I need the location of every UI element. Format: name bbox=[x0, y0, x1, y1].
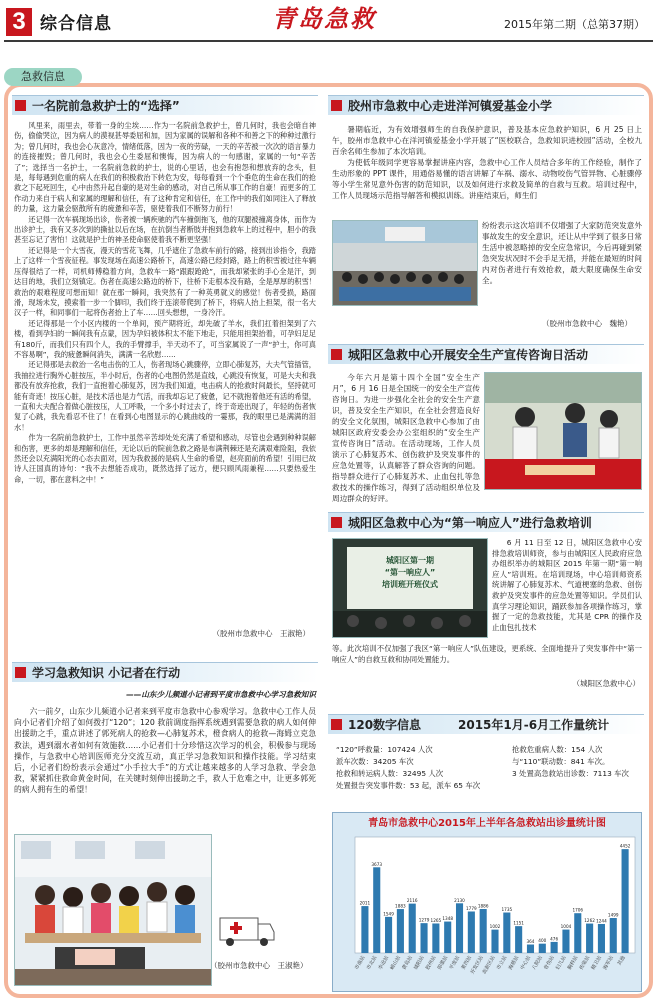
chart-category-label: 海军站 bbox=[602, 955, 615, 972]
chart-bar bbox=[468, 911, 475, 953]
chart-data-label: 1883 bbox=[395, 903, 406, 909]
chart-bar bbox=[539, 944, 546, 953]
chart-category-label: 传染站 bbox=[578, 955, 592, 972]
chart-data-label: 1244 bbox=[596, 918, 607, 924]
section-tag: 急救信息 bbox=[4, 68, 82, 86]
chart-category-label: 中心站 bbox=[519, 955, 533, 972]
chart-data-label: 476 bbox=[550, 936, 559, 942]
stats-right-list bbox=[512, 744, 644, 780]
chart-category-label: 精卫站 bbox=[590, 955, 604, 972]
chart-data-label: 1549 bbox=[383, 911, 394, 917]
nurse-article-title: 一名院前急救护士的“选择” bbox=[32, 99, 180, 113]
chart-category-label: 崂山站 bbox=[389, 955, 403, 972]
chart-data-label: 1279 bbox=[418, 917, 430, 923]
heading-square-icon bbox=[331, 100, 342, 111]
safety-article-heading bbox=[328, 344, 644, 364]
chart-title: 青岛市急救中心2015年上半年各急救站出诊量统计图 bbox=[368, 818, 606, 829]
responder-article-body bbox=[492, 538, 642, 642]
nurse-article-heading bbox=[12, 95, 318, 115]
responder-article-heading bbox=[328, 512, 644, 532]
chart-bar bbox=[432, 923, 439, 953]
chart-data-label: 1265 bbox=[430, 917, 442, 923]
responder-article-signature: （城阳区急救中心） bbox=[572, 679, 640, 688]
school-article-body bbox=[332, 124, 642, 218]
stat-line: 派车次数：34205 车次 bbox=[336, 757, 414, 766]
paragraph: 纷纷表示这次培训不仅增强了大家防范突发意外事故发生的安全意识，还让从中学到了很多日常生活中被忽略掉的安全应急常识，今后再碰到紧急突发状况时不会手足无措，并能在最短的时间内对伤者进行有效抢救，最大限度确保生命安全。 bbox=[482, 221, 642, 285]
chart-bar bbox=[503, 913, 510, 953]
kids-classroom-photo bbox=[14, 834, 212, 986]
chart-category-label: 李沧站 bbox=[377, 955, 391, 972]
chart-bar bbox=[491, 930, 498, 953]
chart-bar bbox=[456, 903, 463, 953]
screen-line: “第一响应人” bbox=[384, 568, 436, 577]
chart-data-label: 1348 bbox=[442, 916, 454, 922]
heading-square-icon bbox=[331, 719, 342, 730]
chart-category-label: 开发区站 bbox=[469, 955, 485, 976]
school-article-heading bbox=[328, 95, 644, 115]
stats-title-left: 120数字信息 bbox=[348, 718, 422, 732]
chart-bar bbox=[444, 922, 451, 953]
school-article-title: 胶州市急救中心走进洋河镇爱基金小学 bbox=[348, 99, 553, 113]
projection-screen-text bbox=[351, 555, 469, 591]
chart-data-label: 1262 bbox=[584, 918, 595, 924]
chart-bar bbox=[622, 849, 629, 953]
chart-category-label: 妇儿站 bbox=[554, 955, 568, 972]
safety-photo-image bbox=[485, 373, 641, 489]
chart-data-label: 1706 bbox=[572, 907, 584, 913]
school-photo-image bbox=[333, 221, 477, 305]
chart-category-label: 平度站 bbox=[448, 955, 462, 972]
chart-plot bbox=[333, 833, 641, 991]
paragraph: 6 月 11 日至 12 日，城阳区急救中心安排急救培训师资，参与由城阳区人民政府应急办组织举办的城阳区 2015 年第一期“第一响应人”培训班。在培训现场，中心培训师资系统讲解了心肺复苏术、气道梗塞的急救、创伤救护及突发事件的应急处置等知识。学员们认真学习理论知识，踊跃参加各项操作练习，掌握了一定的急救技能，尤其是 CPR 的操作及止血包扎技术 bbox=[492, 538, 642, 632]
chart-category-label: 市北站 bbox=[365, 955, 379, 972]
chart-data-label: 2011 bbox=[359, 900, 371, 906]
page-number: 3 bbox=[6, 8, 32, 36]
chart-data-label: 1735 bbox=[501, 907, 513, 913]
chart-bar bbox=[385, 917, 392, 953]
ambulance-illustration bbox=[216, 910, 276, 950]
stat-line: 抢救危重病人数：154 人次 bbox=[512, 745, 603, 754]
chart-data-label: 1779 bbox=[466, 905, 477, 911]
chart-data-label: 2116 bbox=[406, 898, 418, 904]
paragraph: 六一前夕，山东少儿频道小记者来到平度市急救中心参观学习。急救中心工作人员向小记者们介绍了如何拨打“120”；120 救前调度指挥系统遇到需要急救的病人如何伸出援助之手，重点讲述了郭死病人的抢救—心肺复苏术，橙食病人的抢救—海姆立克急救法，遇到溺水者如何有效施救……小记者们十分珍惜这次学习的机会，积极参与现场操作，与急救中心培训医师充分交流互动，真正学习急救知识和操作技能。学习结束后，小记者们纷纷表示会通过“小手拉大手”的方式让越来越多的人学习急救、学会急救，紧紧抓住救命黄金时间，在关键时刻伸出援助之手，救人于危难之中，让更多郭死的病人拥有生的希望！ bbox=[14, 707, 316, 795]
station-call-chart bbox=[332, 812, 642, 992]
paragraph: 作为一名院前急救护士，工作中虽然辛苦却处处充满了希望和感动，尽管也会遇到种种误解和伤害，更多的却是理解和信任，无论以后的院前急救之路是布满荆棘还是充满艰难险阻，我依然还会以充满阳光的心态去面对，因为我救援的是病人生命的希望，赵亮面前的希望！引用已故诗人汪国真的诗句：“我不去想能否成功，既然选择了远方，便只顾风雨兼程……只要热爱生命，一切，都在意料之中！” bbox=[14, 433, 316, 484]
kids-article-heading bbox=[12, 662, 318, 682]
paragraph: 还记得是一个大雪夜，漫天的雪花飞舞，几乎遮住了急救车前行的路，接到出诊指令，我踏上了这样一个雪夜征程。事发现场在高速公路桥下，高速公路已经封路，路上的积雪被过往车辆压得很结了一样，司机师傅稳着方向，急救车一路“跟跟跄跄”，而我却紧张的手心全是汗，到达目的地，我们立刻镇定。伤者在高速公路边的桥下，往桥下走根本没有路，全是厚厚的积雪！救治的艰难程度可想而知！就在那一瞬间，我突然有了一种英勇就义的感觉！伤者受损，路面滑，现场未发，摸索着一步一个脚印，我们终于连滚带爬到了桥下，将病人抬上担架，很一名大汉子一样，和同事们一起将伤者抬上了车……回头想想，一身冷汗。 bbox=[14, 245, 316, 318]
newspaper-logo: 青岛急救 bbox=[272, 4, 376, 33]
chart-category-label: 八院站 bbox=[531, 955, 545, 972]
screen-line: 培训班开班仪式 bbox=[382, 580, 438, 589]
stats-title-right: 2015年1月-6月工作量统计 bbox=[458, 718, 610, 732]
paragraph: 今年六月是第十四个全国“安全生产月”，6 月 16 日是全国统一的安全生产宣传咨询日。为进一步强化全社会的安全生产意识，普及安全生产知识，在全社会营造良好的安全文化氛围，城阳区急救中心参加了由城阳区政府安委会办公室组织的“安全生产宣传咨询日”活动。在活动现场，工作人员演示了心肺复苏术、创伤救护及突发事件的应急处置等，认真解答了群众咨询的问题。指导群众进行了心肺复苏术、止血包扎等急救技术的操作练习，得到了活动组织单位及周边群众的好评。 bbox=[332, 373, 480, 503]
chart-data-label: 1886 bbox=[477, 903, 489, 909]
chart-bar bbox=[397, 909, 404, 953]
kids-article-signature: （胶州市急救中心 王淑艳） bbox=[210, 961, 308, 970]
safety-event-photo bbox=[484, 372, 642, 490]
chart-category-label: 市南站 bbox=[353, 955, 367, 972]
chart-bar bbox=[409, 904, 416, 953]
responder-training-photo bbox=[332, 538, 488, 638]
paragraph: 还记得那是一个小区内楼的一个单间，预产期将近，却先破了羊水，我们扛着担架到了六楼，看到孕妇的一瞬间我有点蒙，因为孕妇被体积太不能下地走，只能用担架抬着，可孕妇足足有180斤，而我们只有四个人，我的手臂撑手，半天动不了，可当家属说了一声“护士，你可真不容易啊”，我的疲惫瞬间消失，满满一名欣慰…… bbox=[14, 318, 316, 359]
screen-line: 城阳区第一期 bbox=[386, 556, 434, 565]
chart-data-label: 2130 bbox=[454, 897, 465, 903]
chart-category-label: 即墨站 bbox=[436, 955, 450, 972]
heading-square-icon bbox=[331, 517, 342, 528]
chart-bar bbox=[361, 906, 368, 953]
stat-line: “120”呼救量：107424 人次 bbox=[336, 745, 433, 754]
school-article-signature: （胶州市急救中心 魏艳） bbox=[542, 319, 632, 328]
chart-bar bbox=[586, 924, 593, 953]
chart-bar bbox=[551, 942, 558, 953]
paragraph: 还记得那是去救治一名电击伤的工人，伤者现场心跳骤停，立即心肺复苏，大夫气管插管，我抽拉进行胸外心脏按压，半小时后，伤者的心电图仍然是直线，心跳没有恢复，可是大夫和我都没有放弃抢救，我们一直抱着心肺复苏，因为我们知道，电击病人的抢救时间最长，坚持就可能有奇迹！按压心脏，是技术活也是力气活，而我却忘记了疲惫，记不就抱着他还有活的希望，一直和大夫配合着做心脏按压，人工呼吸，一个多小时过去了，终于奇迹出现了，年轻的伤者恢复了心跳，我先看忍不住了！在看到心电图显示的心跳曲线的一霎那，我的眼里已是满满的泪水！ bbox=[14, 360, 316, 432]
section-title: 综合信息 bbox=[40, 14, 112, 34]
paragraph: 风里来，雨里去，带着一身的尘埃……作为一名院前急救护士，曾几何时，我也会暗自神伤，偷偷哭泣，因为病人的漠视甚辱委屈和加，因为家属的误解和各种不和善之下的种种过激行为；曾几何时，我也会心灰意冷，情绪低落，因为一夜的劳碌，一天的辛苦被一次次的语言暴力的连接摧毁；曾几何时，我也会心生委屈和懊悔，因为病人的一句感谢，家属的一句“辛苦了”；选择当一名护士，一名院前急救的护士，说的心里话，也会有抱怨和想放弃的念头，但是，每每遇到危重的病人在我们的积极救治下转危为安，每每看到一个个垂危的生命在我们的抢救之下起死回生，心中由然升起自豪的是对生命的感动，对自己所从事工作的自豪！而更多的工作动力来自于病人和家属的理解和信任，有了这种肯定和信任，在工作中的我们如同注入了释放的力量，这力量会驱散所有的疲惫和辛苦，驱使着我们不断努力前行！ bbox=[14, 121, 316, 214]
ambulance-icon bbox=[216, 910, 276, 950]
nurse-article-body bbox=[14, 121, 316, 625]
paragraph: 暑期临近，为有效增强师生的自我保护意识，普及基本应急救护知识，6 月 25 日上午，胶州市急救中心在洋河镇爱基金小学开展了“医校联合，急救知识进校园”活动，全校九百余名师生参加了本次培训。 bbox=[332, 125, 642, 156]
chart-bar bbox=[610, 918, 617, 953]
school-article-body-continued bbox=[482, 220, 642, 308]
kids-article-title: 学习急救知识 小记者在行动 bbox=[32, 666, 181, 680]
stat-line: 处置报告突发事件数：53 起，派车 65 车次 bbox=[336, 781, 481, 790]
chart-bar bbox=[515, 926, 522, 953]
chart-bar bbox=[562, 930, 569, 953]
chart-bar bbox=[527, 945, 534, 953]
kids-article-body bbox=[14, 706, 316, 828]
safety-article-title: 城阳区急救中心开展安全生产宣传咨询日活动 bbox=[348, 348, 589, 362]
responder-article-body-continued bbox=[332, 644, 642, 666]
chart-category-label: 其他 bbox=[616, 955, 627, 967]
chart-category-label: 黄岛站 bbox=[401, 955, 414, 972]
stat-line: 抢救和转运病人数：32495 人次 bbox=[336, 769, 444, 778]
stats-left-list bbox=[336, 744, 514, 792]
paragraph: 还记得一次车祸现场出诊，伤者被一辆疾驰的汽车撞倒拖飞，他的双腿被撞离身体，而作为出诊护士，我有又多次到的撕扯以后在场，在抗倒当者断肢并抱到急救车上的过程中，胆小的我甚至忘记了害怕！这就是护士的神圣使命驱使着我不断更坚强！ bbox=[14, 214, 316, 245]
kids-article-subtitle: ——山东少儿频道小记者到平度市急救中心学习急救知识 bbox=[126, 690, 316, 699]
chart-data-label: 1499 bbox=[607, 912, 619, 918]
chart-data-label: 4452 bbox=[619, 843, 631, 849]
chart-data-label: 1004 bbox=[560, 924, 572, 930]
heading-square-icon bbox=[331, 349, 342, 360]
paragraph: 等。此次培训不仅加强了我区“第一响应人”队伍建设，更系统、全面地提升了突发事件中“第一响应人”的自救互救和协同处置能力。 bbox=[332, 644, 642, 664]
chart-data-label: 1002 bbox=[489, 924, 501, 930]
chart-data-label: 364 bbox=[526, 939, 535, 945]
chart-category-label: 骨伤站 bbox=[543, 955, 556, 972]
stats-heading bbox=[328, 714, 644, 734]
safety-article-body bbox=[332, 372, 480, 514]
masthead-rule bbox=[4, 40, 653, 42]
chart-category-label: 海慈站 bbox=[507, 955, 521, 972]
chart-category-label: 莱西站 bbox=[460, 955, 474, 972]
chart-bar bbox=[574, 913, 581, 953]
chart-bar bbox=[598, 924, 605, 953]
responder-article-title: 城阳区急救中心为“第一响应人”进行急救培训 bbox=[348, 516, 592, 530]
chart-category-label: 城阳站 bbox=[413, 955, 426, 972]
kids-photo-image bbox=[15, 835, 211, 985]
chart-bar bbox=[420, 923, 427, 953]
chart-bar bbox=[373, 867, 380, 953]
chart-category-label: 高新区站 bbox=[481, 955, 497, 976]
school-lecture-photo bbox=[332, 220, 478, 306]
paragraph: 为使低年级同学更容易掌握讲座内容，急救中心工作人员结合多年的工作经验，制作了生动形象的 PPT 课件，用通俗易懂的语言讲解了车祸、溺水、动物咬伤气管异物、心脏骤停等小学生常见意外伤害的防范知识，以及如何进行求救及简单的自救与互救。培训过程中，工作人员现场示范指导解答和模拟训练。讲座结束后，师生们 bbox=[332, 158, 642, 200]
chart-category-label: 胶州站 bbox=[424, 955, 438, 972]
heading-square-icon bbox=[15, 100, 26, 111]
nurse-article-signature: （胶州市急救中心 王淑艳） bbox=[212, 629, 310, 638]
chart-data-label: 3673 bbox=[371, 861, 383, 867]
chart-category-label: 市立站 bbox=[495, 955, 509, 972]
chart-data-label: 400 bbox=[538, 938, 547, 944]
chart-bar bbox=[480, 909, 487, 953]
heading-square-icon bbox=[15, 667, 26, 678]
issue-number: 2015年第二期（总第37期） bbox=[504, 18, 645, 31]
chart-category-label: 胸科站 bbox=[566, 955, 580, 972]
stat-line: 3 处置高急救站出诊数：7113 车次 bbox=[512, 769, 629, 778]
chart-data-label: 1151 bbox=[513, 920, 524, 926]
stat-line: 与“110”联动数：841 车次。 bbox=[512, 757, 610, 766]
